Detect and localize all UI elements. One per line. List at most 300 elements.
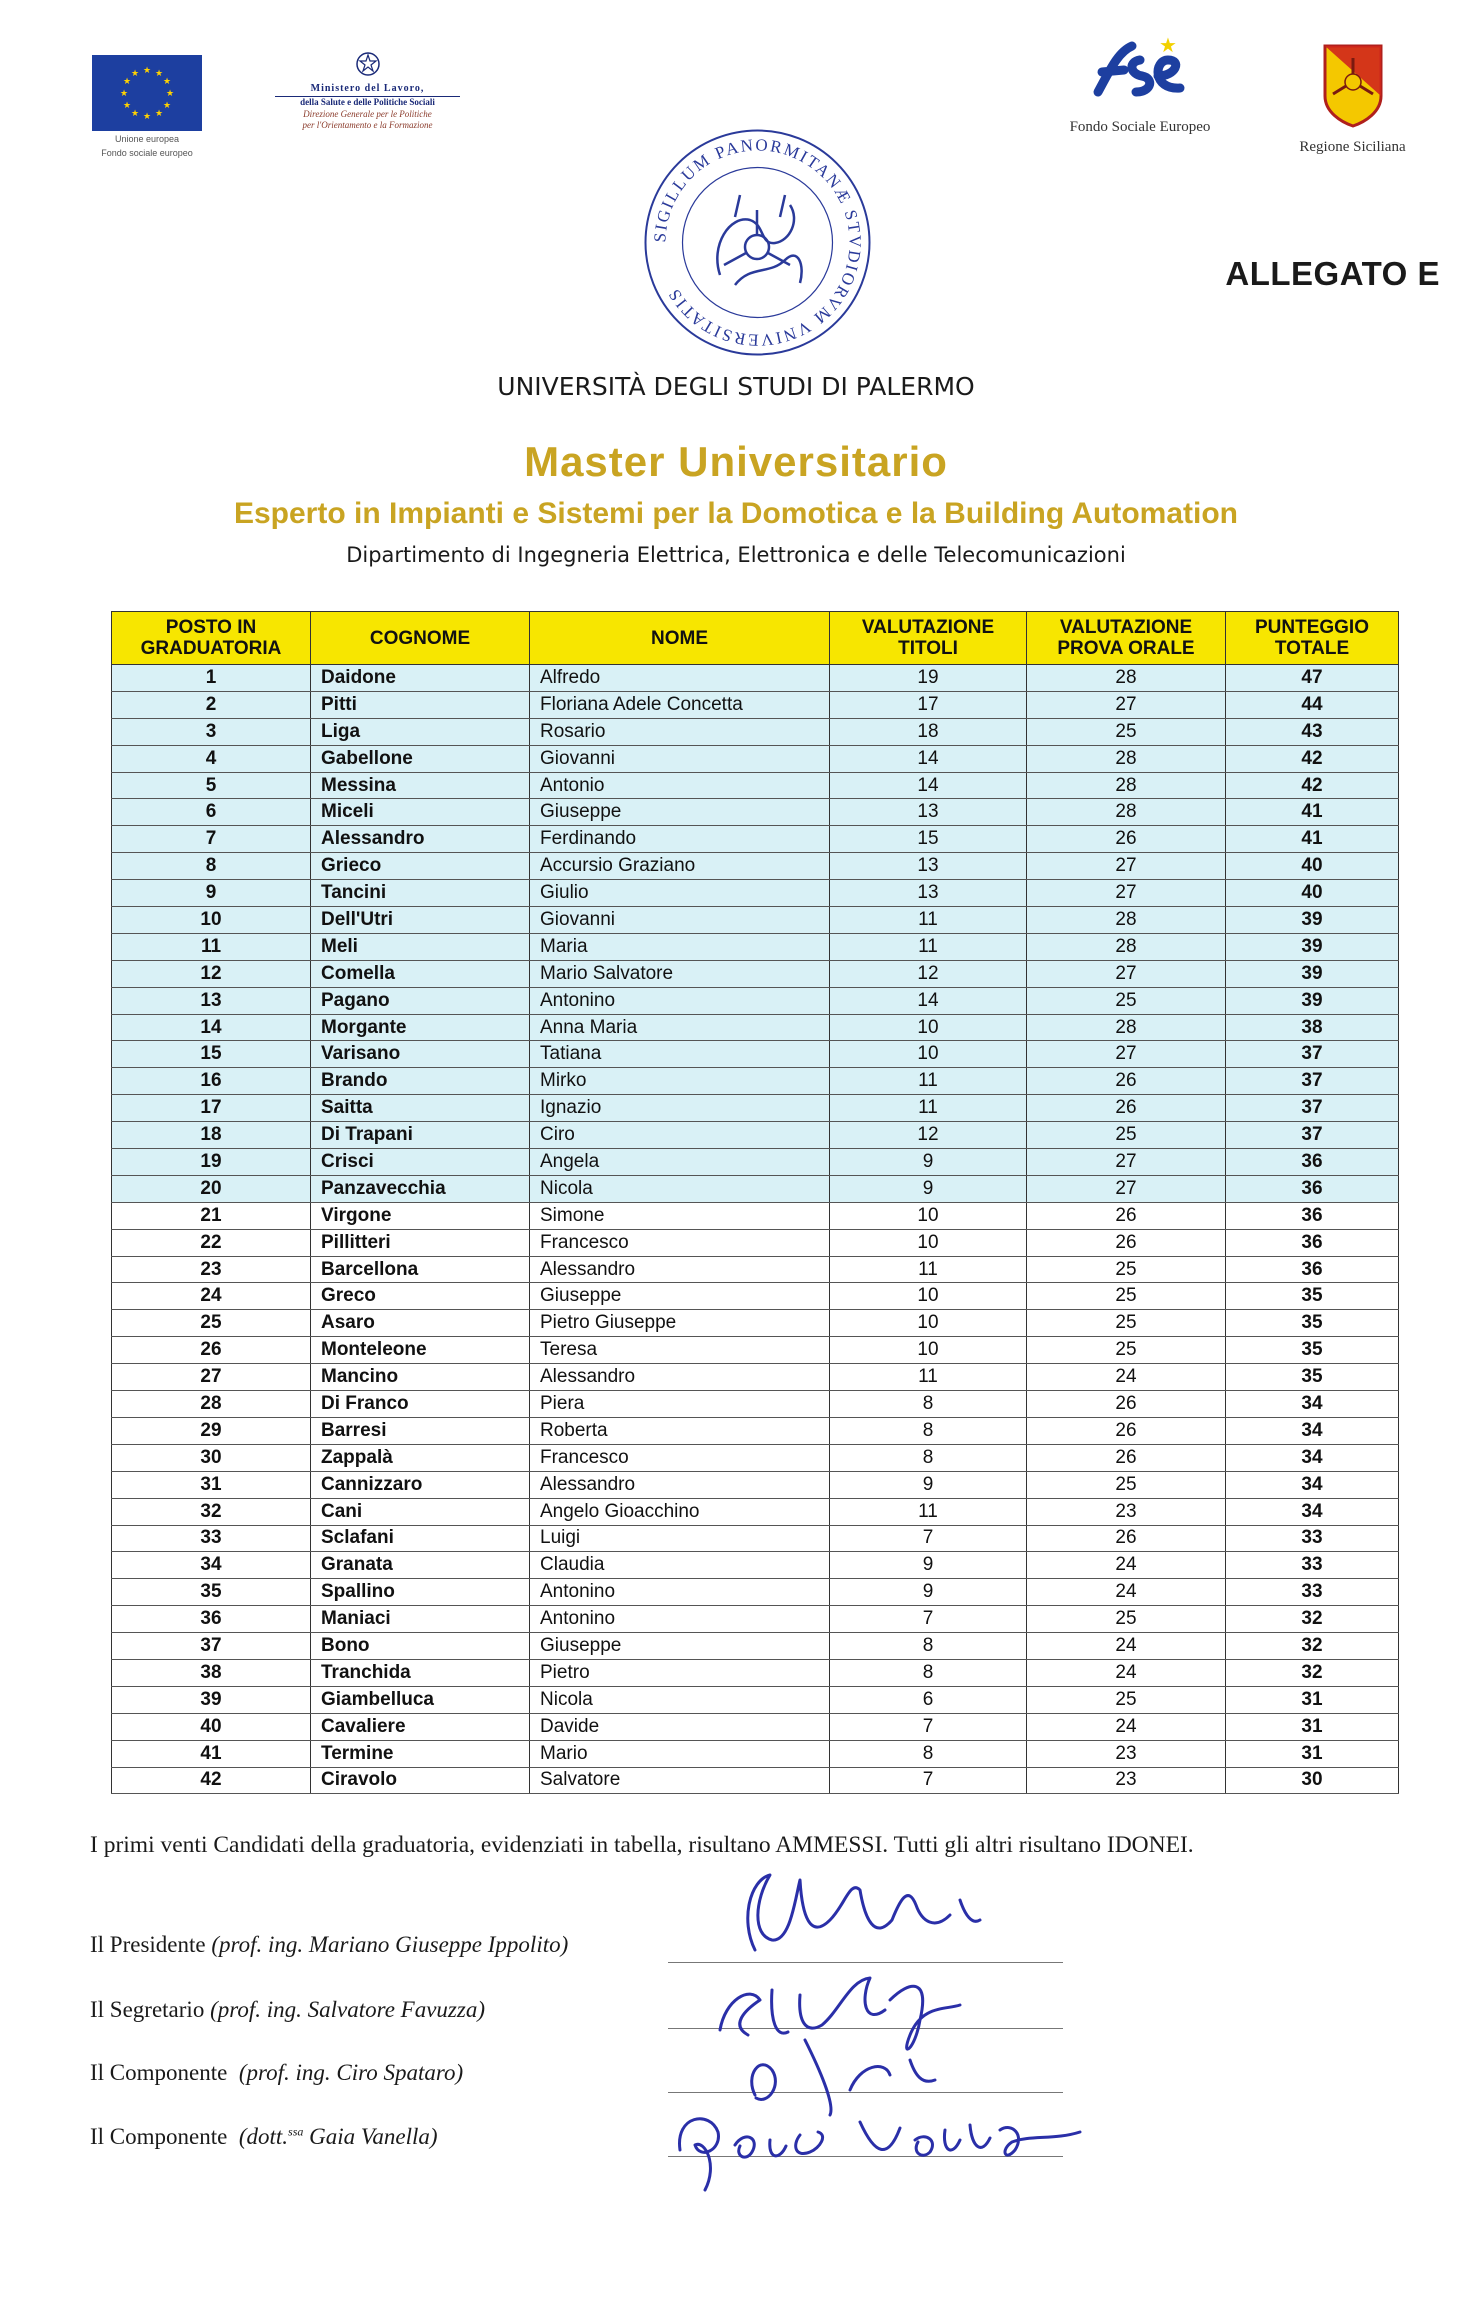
cell-nome: Alessandro — [530, 1471, 830, 1498]
table-row — [112, 745, 1399, 772]
cell-cognome: Varisano — [311, 1041, 530, 1068]
cell-valutazione-titoli: 8 — [830, 1740, 1027, 1767]
header-posto: POSTO IN GRADUATORIA — [112, 612, 311, 665]
cell-posto: 21 — [112, 1202, 311, 1229]
cell-valutazione-orale: 24 — [1027, 1659, 1226, 1686]
eu-logo — [92, 55, 202, 157]
eu-flag-icon — [92, 55, 202, 131]
cell-nome: Pietro — [530, 1659, 830, 1686]
table-row — [112, 853, 1399, 880]
cell-cognome: Barresi — [311, 1417, 530, 1444]
table-row — [112, 772, 1399, 799]
cell-punteggio-totale: 37 — [1226, 1095, 1399, 1122]
cell-punteggio-totale: 39 — [1226, 987, 1399, 1014]
table-row — [112, 1175, 1399, 1202]
cell-cognome: Saitta — [311, 1095, 530, 1122]
cell-punteggio-totale: 42 — [1226, 745, 1399, 772]
cell-valutazione-titoli: 17 — [830, 691, 1027, 718]
cell-posto: 22 — [112, 1229, 311, 1256]
cell-valutazione-titoli: 13 — [830, 853, 1027, 880]
cell-punteggio-totale: 32 — [1226, 1633, 1399, 1660]
cell-posto: 1 — [112, 665, 311, 692]
cell-valutazione-titoli: 10 — [830, 1310, 1027, 1337]
ranking-table-body — [112, 665, 1399, 1794]
cell-valutazione-titoli: 13 — [830, 880, 1027, 907]
cell-valutazione-orale: 26 — [1027, 1229, 1226, 1256]
annex-label: ALLEGATO E — [1225, 255, 1440, 292]
cell-cognome: Giambelluca — [311, 1686, 530, 1713]
cell-punteggio-totale: 39 — [1226, 933, 1399, 960]
cell-valutazione-titoli: 15 — [830, 826, 1027, 853]
cell-punteggio-totale: 42 — [1226, 772, 1399, 799]
header-nome: NOME — [530, 612, 830, 665]
cell-nome: Antonino — [530, 987, 830, 1014]
segretario-name: (prof. ing. Salvatore Favuzza) — [210, 1997, 485, 2022]
svg-text:★: ★ — [162, 76, 172, 86]
regione-siciliana-logo — [1270, 42, 1435, 157]
cell-punteggio-totale: 41 — [1226, 826, 1399, 853]
table-row — [112, 1337, 1399, 1364]
table-row — [112, 1122, 1399, 1149]
table-row — [112, 1525, 1399, 1552]
cell-punteggio-totale: 30 — [1226, 1767, 1399, 1794]
cell-cognome: Sclafani — [311, 1525, 530, 1552]
cell-valutazione-orale: 27 — [1027, 1149, 1226, 1176]
cell-posto: 15 — [112, 1041, 311, 1068]
cell-posto: 19 — [112, 1149, 311, 1176]
cell-nome: Alfredo — [530, 665, 830, 692]
cell-valutazione-orale: 28 — [1027, 933, 1226, 960]
cell-valutazione-titoli: 18 — [830, 718, 1027, 745]
cell-cognome: Virgone — [311, 1202, 530, 1229]
cell-cognome: Pillitteri — [311, 1229, 530, 1256]
eu-caption-2: Fondo sociale europeo — [101, 148, 193, 158]
cell-valutazione-orale: 24 — [1027, 1633, 1226, 1660]
seal-text: SIGILLUM PANORMITANÆ STVDIORVM VNIVERSITATIS — [650, 135, 865, 350]
cell-nome: Salvatore — [530, 1767, 830, 1794]
cell-nome: Mario — [530, 1740, 830, 1767]
cell-valutazione-titoli: 8 — [830, 1391, 1027, 1418]
table-header-row — [112, 612, 1399, 665]
cell-valutazione-titoli: 11 — [830, 1256, 1027, 1283]
table-row — [112, 880, 1399, 907]
cell-posto: 13 — [112, 987, 311, 1014]
table-row — [112, 1014, 1399, 1041]
cell-punteggio-totale: 35 — [1226, 1310, 1399, 1337]
cell-posto: 31 — [112, 1471, 311, 1498]
cell-nome: Francesco — [530, 1444, 830, 1471]
cell-valutazione-titoli: 11 — [830, 1498, 1027, 1525]
table-row — [112, 987, 1399, 1014]
cell-posto: 24 — [112, 1283, 311, 1310]
cell-posto: 11 — [112, 933, 311, 960]
cell-punteggio-totale: 34 — [1226, 1471, 1399, 1498]
cell-punteggio-totale: 33 — [1226, 1552, 1399, 1579]
ministry-line-2: della Salute e delle Politiche Sociali — [275, 96, 460, 107]
table-row — [112, 1202, 1399, 1229]
cell-valutazione-titoli: 11 — [830, 1364, 1027, 1391]
table-row — [112, 1095, 1399, 1122]
cell-valutazione-titoli: 10 — [830, 1337, 1027, 1364]
cell-nome: Antonio — [530, 772, 830, 799]
cell-posto: 5 — [112, 772, 311, 799]
cell-valutazione-orale: 26 — [1027, 1068, 1226, 1095]
cell-punteggio-totale: 41 — [1226, 799, 1399, 826]
cell-cognome: Grieco — [311, 853, 530, 880]
cell-cognome: Morgante — [311, 1014, 530, 1041]
cell-cognome: Panzavecchia — [311, 1175, 530, 1202]
region-caption: Regione Siciliana — [1299, 139, 1406, 155]
cell-posto: 12 — [112, 960, 311, 987]
cell-cognome: Cani — [311, 1498, 530, 1525]
cell-nome: Nicola — [530, 1686, 830, 1713]
ministry-logo — [255, 48, 480, 163]
cell-valutazione-orale: 25 — [1027, 987, 1226, 1014]
table-row — [112, 1686, 1399, 1713]
university-name: UNIVERSITÀ DEGLI STUDI DI PALERMO — [497, 372, 975, 401]
cell-cognome: Gabellone — [311, 745, 530, 772]
cell-valutazione-titoli: 7 — [830, 1606, 1027, 1633]
cell-punteggio-totale: 47 — [1226, 665, 1399, 692]
italian-emblem-icon — [353, 48, 383, 78]
cell-nome: Giuseppe — [530, 799, 830, 826]
fse-caption: Fondo Sociale Europeo — [1069, 119, 1211, 135]
cell-valutazione-titoli: 10 — [830, 1202, 1027, 1229]
presidente-role: Il Presidente — [90, 1932, 206, 1957]
cell-punteggio-totale: 34 — [1226, 1391, 1399, 1418]
cell-posto: 29 — [112, 1417, 311, 1444]
signatory-componente-1 — [90, 2060, 463, 2086]
cell-valutazione-titoli: 9 — [830, 1579, 1027, 1606]
cell-punteggio-totale: 40 — [1226, 853, 1399, 880]
cell-valutazione-orale: 27 — [1027, 960, 1226, 987]
cell-cognome: Meli — [311, 933, 530, 960]
handwritten-signatures — [660, 1860, 1130, 2200]
cell-valutazione-titoli: 19 — [830, 665, 1027, 692]
cell-punteggio-totale: 36 — [1226, 1229, 1399, 1256]
signature-componente-1 — [752, 2040, 935, 2115]
ministry-line-4: per l'Orientamento e la Formazione — [302, 120, 433, 130]
cell-nome: Tatiana — [530, 1041, 830, 1068]
table-row — [112, 1713, 1399, 1740]
cell-nome: Maria — [530, 933, 830, 960]
cell-valutazione-orale: 26 — [1027, 826, 1226, 853]
table-row — [112, 1498, 1399, 1525]
cell-valutazione-titoli: 9 — [830, 1552, 1027, 1579]
table-row — [112, 1310, 1399, 1337]
signature-componente-2 — [680, 2119, 1080, 2190]
svg-text:★: ★ — [119, 88, 129, 98]
cell-cognome: Messina — [311, 772, 530, 799]
cell-nome: Angelo Gioacchino — [530, 1498, 830, 1525]
cell-posto: 14 — [112, 1014, 311, 1041]
cell-valutazione-orale: 23 — [1027, 1740, 1226, 1767]
cell-posto: 23 — [112, 1256, 311, 1283]
cell-nome: Antonino — [530, 1606, 830, 1633]
cell-valutazione-titoli: 7 — [830, 1525, 1027, 1552]
cell-punteggio-totale: 34 — [1226, 1498, 1399, 1525]
cell-posto: 20 — [112, 1175, 311, 1202]
cell-punteggio-totale: 39 — [1226, 960, 1399, 987]
cell-cognome: Pagano — [311, 987, 530, 1014]
cell-punteggio-totale: 39 — [1226, 907, 1399, 934]
cell-valutazione-orale: 24 — [1027, 1713, 1226, 1740]
cell-posto: 35 — [112, 1579, 311, 1606]
table-row — [112, 665, 1399, 692]
cell-valutazione-titoli: 10 — [830, 1041, 1027, 1068]
cell-cognome: Tancini — [311, 880, 530, 907]
sicily-shield-icon — [1321, 42, 1385, 128]
cell-cognome: Cavaliere — [311, 1713, 530, 1740]
cell-punteggio-totale: 35 — [1226, 1283, 1399, 1310]
cell-posto: 9 — [112, 880, 311, 907]
cell-valutazione-orale: 24 — [1027, 1364, 1226, 1391]
signatory-segretario — [90, 1997, 485, 2023]
cell-posto: 18 — [112, 1122, 311, 1149]
cell-nome: Ignazio — [530, 1095, 830, 1122]
cell-nome: Claudia — [530, 1552, 830, 1579]
cell-nome: Angela — [530, 1149, 830, 1176]
cell-punteggio-totale: 37 — [1226, 1122, 1399, 1149]
cell-valutazione-titoli: 11 — [830, 933, 1027, 960]
cell-cognome: Alessandro — [311, 826, 530, 853]
cell-valutazione-orale: 26 — [1027, 1391, 1226, 1418]
cell-cognome: Asaro — [311, 1310, 530, 1337]
table-row — [112, 1740, 1399, 1767]
cell-valutazione-orale: 27 — [1027, 691, 1226, 718]
fse-logo-icon — [1080, 30, 1200, 110]
cell-cognome: Tranchida — [311, 1659, 530, 1686]
table-row — [112, 1417, 1399, 1444]
cell-cognome: Comella — [311, 960, 530, 987]
cell-valutazione-titoli: 9 — [830, 1471, 1027, 1498]
cell-valutazione-orale: 26 — [1027, 1444, 1226, 1471]
header-valutazione-orale: VALUTAZIONE PROVA ORALE — [1027, 612, 1226, 665]
cell-cognome: Granata — [311, 1552, 530, 1579]
table-row — [112, 1633, 1399, 1660]
cell-cognome: Pitti — [311, 691, 530, 718]
cell-nome: Mirko — [530, 1068, 830, 1095]
cell-valutazione-orale: 28 — [1027, 665, 1226, 692]
cell-punteggio-totale: 33 — [1226, 1525, 1399, 1552]
componente1-name: (prof. ing. Ciro Spataro) — [238, 2060, 464, 2085]
cell-cognome: Miceli — [311, 799, 530, 826]
department-name: Dipartimento di Ingegneria Elettrica, Elettronica e delle Telecomunicazioni — [346, 543, 1126, 567]
table-row — [112, 1149, 1399, 1176]
cell-valutazione-titoli: 10 — [830, 1014, 1027, 1041]
cell-posto: 4 — [112, 745, 311, 772]
cell-cognome: Barcellona — [311, 1256, 530, 1283]
cell-valutazione-orale: 26 — [1027, 1095, 1226, 1122]
table-row — [112, 799, 1399, 826]
cell-nome: Piera — [530, 1391, 830, 1418]
cell-valutazione-titoli: 12 — [830, 960, 1027, 987]
cell-valutazione-titoli: 12 — [830, 1122, 1027, 1149]
cell-valutazione-orale: 25 — [1027, 1310, 1226, 1337]
signature-presidente — [748, 1875, 980, 1950]
table-row — [112, 1229, 1399, 1256]
cell-valutazione-titoli: 8 — [830, 1633, 1027, 1660]
svg-text:★: ★ — [142, 65, 152, 75]
svg-text:★: ★ — [154, 108, 164, 118]
cell-posto: 41 — [112, 1740, 311, 1767]
cell-cognome: Mancino — [311, 1364, 530, 1391]
cell-punteggio-totale: 40 — [1226, 880, 1399, 907]
componente2-role: Il Componente — [90, 2124, 228, 2149]
svg-text:★: ★ — [122, 100, 132, 110]
table-row — [112, 1256, 1399, 1283]
cell-posto: 17 — [112, 1095, 311, 1122]
cell-posto: 27 — [112, 1364, 311, 1391]
cell-punteggio-totale: 43 — [1226, 718, 1399, 745]
cell-nome: Anna Maria — [530, 1014, 830, 1041]
cell-valutazione-orale: 23 — [1027, 1498, 1226, 1525]
cell-punteggio-totale: 36 — [1226, 1256, 1399, 1283]
cell-nome: Giulio — [530, 880, 830, 907]
table-row — [112, 1606, 1399, 1633]
cell-valutazione-titoli: 8 — [830, 1444, 1027, 1471]
master-title: Master Universitario — [524, 438, 948, 485]
cell-cognome: Cannizzaro — [311, 1471, 530, 1498]
table-row — [112, 691, 1399, 718]
cell-cognome: Spallino — [311, 1579, 530, 1606]
cell-punteggio-totale: 31 — [1226, 1713, 1399, 1740]
table-row — [112, 907, 1399, 934]
cell-nome: Davide — [530, 1713, 830, 1740]
cell-valutazione-orale: 28 — [1027, 799, 1226, 826]
cell-cognome: Dell'Utri — [311, 907, 530, 934]
componente1-role: Il Componente — [90, 2060, 228, 2085]
svg-text:★: ★ — [130, 108, 140, 118]
cell-posto: 34 — [112, 1552, 311, 1579]
cell-valutazione-orale: 28 — [1027, 745, 1226, 772]
cell-valutazione-titoli: 8 — [830, 1417, 1027, 1444]
cell-punteggio-totale: 32 — [1226, 1659, 1399, 1686]
ranking-table — [111, 611, 1399, 1794]
cell-punteggio-totale: 31 — [1226, 1686, 1399, 1713]
cell-nome: Giovanni — [530, 745, 830, 772]
cell-nome: Roberta — [530, 1417, 830, 1444]
cell-cognome: Termine — [311, 1740, 530, 1767]
cell-nome: Pietro Giuseppe — [530, 1310, 830, 1337]
cell-cognome: Liga — [311, 718, 530, 745]
svg-text:★: ★ — [142, 111, 152, 121]
table-row — [112, 1364, 1399, 1391]
cell-valutazione-orale: 25 — [1027, 1337, 1226, 1364]
table-row — [112, 1767, 1399, 1794]
cell-valutazione-titoli: 14 — [830, 772, 1027, 799]
eu-caption-1: Unione europea — [114, 134, 180, 144]
cell-nome: Giuseppe — [530, 1633, 830, 1660]
cell-nome: Ciro — [530, 1122, 830, 1149]
cell-nome: Rosario — [530, 718, 830, 745]
cell-valutazione-titoli: 7 — [830, 1767, 1027, 1794]
cell-punteggio-totale: 31 — [1226, 1740, 1399, 1767]
cell-nome: Giuseppe — [530, 1283, 830, 1310]
signatory-componente-2 — [90, 2124, 438, 2150]
cell-valutazione-titoli: 10 — [830, 1229, 1027, 1256]
cell-nome: Alessandro — [530, 1256, 830, 1283]
table-row — [112, 1471, 1399, 1498]
cell-valutazione-titoli: 6 — [830, 1686, 1027, 1713]
cell-punteggio-totale: 37 — [1226, 1041, 1399, 1068]
cell-nome: Teresa — [530, 1337, 830, 1364]
cell-cognome: Monteleone — [311, 1337, 530, 1364]
cell-valutazione-orale: 25 — [1027, 1471, 1226, 1498]
cell-nome: Giovanni — [530, 907, 830, 934]
svg-text:★: ★ — [165, 88, 175, 98]
table-row — [112, 718, 1399, 745]
cell-valutazione-orale: 25 — [1027, 718, 1226, 745]
cell-punteggio-totale: 36 — [1226, 1202, 1399, 1229]
cell-posto: 36 — [112, 1606, 311, 1633]
cell-cognome: Zappalà — [311, 1444, 530, 1471]
cell-nome: Floriana Adele Concetta — [530, 691, 830, 718]
cell-posto: 32 — [112, 1498, 311, 1525]
cell-nome: Alessandro — [530, 1364, 830, 1391]
cell-posto: 26 — [112, 1337, 311, 1364]
cell-posto: 38 — [112, 1659, 311, 1686]
cell-nome: Simone — [530, 1202, 830, 1229]
cell-valutazione-orale: 27 — [1027, 1041, 1226, 1068]
master-subtitle: Esperto in Impianti e Sistemi per la Domotica e la Building Automation — [233, 497, 1239, 530]
cell-valutazione-titoli: 7 — [830, 1713, 1027, 1740]
cell-valutazione-titoli: 14 — [830, 745, 1027, 772]
cell-valutazione-orale: 28 — [1027, 772, 1226, 799]
cell-punteggio-totale: 33 — [1226, 1579, 1399, 1606]
svg-text:★: ★ — [130, 68, 140, 78]
table-row — [112, 960, 1399, 987]
cell-valutazione-orale: 28 — [1027, 907, 1226, 934]
table-row — [112, 1391, 1399, 1418]
table-row — [112, 1068, 1399, 1095]
cell-posto: 39 — [112, 1686, 311, 1713]
cell-posto: 16 — [112, 1068, 311, 1095]
signature-segretario — [720, 1978, 960, 2049]
cell-punteggio-totale: 36 — [1226, 1149, 1399, 1176]
cell-valutazione-orale: 26 — [1027, 1525, 1226, 1552]
cell-posto: 7 — [112, 826, 311, 853]
university-seal — [640, 125, 875, 360]
presidente-name: (prof. ing. Mariano Giuseppe Ippolito) — [211, 1932, 569, 1957]
cell-valutazione-orale: 23 — [1027, 1767, 1226, 1794]
cell-cognome: Brando — [311, 1068, 530, 1095]
cell-nome: Ferdinando — [530, 826, 830, 853]
cell-cognome: Di Trapani — [311, 1122, 530, 1149]
cell-punteggio-totale: 37 — [1226, 1068, 1399, 1095]
cell-punteggio-totale: 32 — [1226, 1606, 1399, 1633]
admission-note: I primi venti Candidati della graduatoria, evidenziati in tabella, risultano AMMESSI. Tutti gli altri risultano IDONEI. — [90, 1832, 1194, 1858]
table-row — [112, 1283, 1399, 1310]
cell-punteggio-totale: 35 — [1226, 1364, 1399, 1391]
table-row — [112, 1444, 1399, 1471]
cell-posto: 42 — [112, 1767, 311, 1794]
cell-valutazione-titoli: 11 — [830, 907, 1027, 934]
cell-valutazione-orale: 27 — [1027, 853, 1226, 880]
cell-nome: Accursio Graziano — [530, 853, 830, 880]
signatory-presidente — [90, 1932, 568, 1958]
table-row — [112, 1041, 1399, 1068]
header-cognome: COGNOME — [311, 612, 530, 665]
cell-nome: Antonino — [530, 1579, 830, 1606]
cell-cognome: Maniaci — [311, 1606, 530, 1633]
cell-valutazione-titoli: 11 — [830, 1095, 1027, 1122]
componente2-name: (dott.$^{ssa}$ Gaia Vanella) — [238, 2124, 438, 2149]
table-row — [112, 1659, 1399, 1686]
cell-valutazione-orale: 27 — [1027, 1175, 1226, 1202]
cell-nome: Francesco — [530, 1229, 830, 1256]
svg-text:★: ★ — [1159, 35, 1177, 57]
